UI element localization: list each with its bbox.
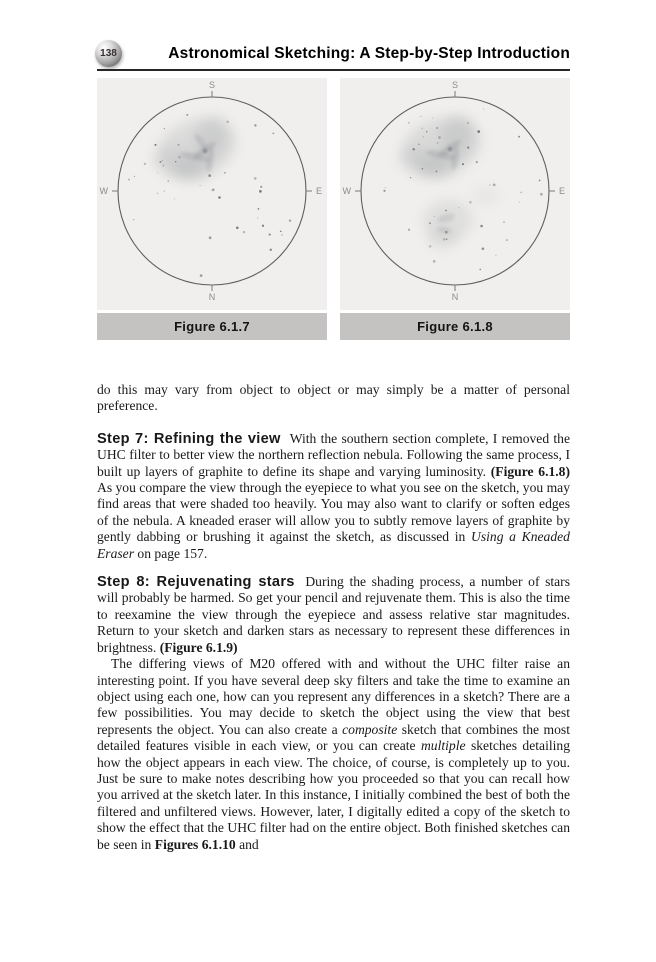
star-dot xyxy=(539,179,541,181)
star-dot xyxy=(226,120,229,123)
star-dot xyxy=(128,179,130,181)
compass-label-west: W xyxy=(342,186,351,196)
star-dot xyxy=(435,170,437,172)
compass-label-north: N xyxy=(208,292,216,302)
compass-label-west: W xyxy=(99,186,108,196)
star-dot xyxy=(422,128,423,129)
star-dot xyxy=(218,196,221,199)
m20-discussion-paragraph: The differing views of M20 offered with and without the UHC filter raise an interesting point. If you have several deep sky filters and take the time to examine an object using each one, how can you represent any differences in a sketch? There are a few possibilities. You may decide to sketch the object using the view that best represents the object. You can also create a composite sketch that combines the most detailed features visible in each view, or you can create multiple sketches detailing how the object appears in each view. The choice, of course, is completely up to you. Just be sure to make notes describing how you proceeded so that you can recall how you arrived at the sketch later. In this instance, I initially combined the best of both the filtered and unfiltered views. However, later, I digitally edited a copy of the sketch to show the effect that the UHC filter had on the entire object. Both finished sketches can be seen in Figures 6.1.10 and xyxy=(97,656,570,852)
figures-row xyxy=(97,78,570,340)
star-dot xyxy=(433,260,436,263)
star-dot xyxy=(208,174,211,177)
star-dot xyxy=(164,128,165,129)
star-dot xyxy=(423,136,424,137)
star-dot xyxy=(212,189,215,192)
header-rule xyxy=(97,69,570,71)
star-dot xyxy=(437,142,439,144)
star-dot xyxy=(520,192,522,194)
star-dot xyxy=(408,229,410,231)
star-dot xyxy=(144,163,146,165)
star-dot xyxy=(482,247,485,250)
star-dot xyxy=(429,245,432,248)
star-dot xyxy=(443,238,446,241)
star-dot xyxy=(467,122,469,124)
star-dot xyxy=(469,201,472,204)
star-dot xyxy=(200,274,203,277)
star-dot xyxy=(438,136,441,139)
step-7-paragraph: Step 7: Refining the view With the southern section complete, I removed the UHC filter to better view the northern reflection nebula. Following the same process, I built up layers of graphite to define its shape and varying luminosity. (Figure 6.1.8) As you compare the view through the eyepiece to what you see on the sketch, you may find areas that were shaded too heavily. You may also want to clarify or soften edges of the nebula. A kneaded eraser will allow you to subtly remove layers of graphite by gently dabbing or brushing it against the sketch, as discussed in Using a Kneaded Eraser on page 157. xyxy=(97,430,571,561)
compass-label-east: E xyxy=(559,186,566,196)
paragraph-continuation: do this may vary from object to object or may simply be a matter of personal preference. xyxy=(97,382,570,414)
star-dot xyxy=(174,198,175,199)
star-dot xyxy=(269,234,271,236)
star-dot xyxy=(518,136,520,138)
star-dot xyxy=(413,148,415,150)
star-dot xyxy=(385,187,386,188)
star-dot xyxy=(243,231,245,233)
star-dot xyxy=(157,193,158,194)
star-dot xyxy=(410,177,411,178)
star-dot xyxy=(186,114,188,116)
nebula-shading xyxy=(203,149,208,154)
star-dot xyxy=(408,122,409,123)
star-dot xyxy=(257,217,258,218)
body-text xyxy=(97,382,570,853)
sketch-panel xyxy=(340,78,570,310)
star-dot xyxy=(434,216,435,217)
compass-label-east: E xyxy=(316,186,323,196)
star-dot xyxy=(540,193,543,196)
star-dot xyxy=(260,186,262,188)
star-dot xyxy=(426,131,427,132)
star-dot xyxy=(262,225,264,227)
star-dot xyxy=(164,191,165,192)
star-dot xyxy=(159,161,161,163)
star-dot xyxy=(495,255,496,256)
star-dot xyxy=(418,144,420,146)
star-dot xyxy=(209,236,212,239)
m20-sketch-svg xyxy=(340,78,570,310)
star-dot xyxy=(257,208,259,210)
star-dot xyxy=(281,234,282,235)
star-dot xyxy=(420,116,421,117)
star-dot xyxy=(200,185,201,186)
star-dot xyxy=(162,164,164,166)
sketch-panel xyxy=(97,78,327,310)
star-dot xyxy=(458,207,459,208)
page-title: Astronomical Sketching: A Step-by-Step Introduction xyxy=(168,45,570,62)
star-dot xyxy=(489,184,490,185)
figure-caption: Figure 6.1.8 xyxy=(340,313,570,340)
page-number: 138 xyxy=(100,48,117,59)
figure-6-1-7 xyxy=(97,78,327,340)
star-dot xyxy=(429,222,431,224)
star-dot xyxy=(476,161,478,163)
star-dot xyxy=(175,161,176,162)
m20-sketch-svg xyxy=(97,78,327,310)
star-dot xyxy=(446,238,448,240)
star-dot xyxy=(162,160,163,161)
compass-label-south: S xyxy=(208,80,216,90)
star-dot xyxy=(462,163,464,165)
star-dot xyxy=(432,118,433,119)
star-dot xyxy=(280,230,282,232)
star-dot xyxy=(479,269,481,271)
star-dot xyxy=(259,190,262,193)
star-dot xyxy=(445,210,447,212)
star-dot xyxy=(168,180,169,181)
figure-caption: Figure 6.1.7 xyxy=(97,313,327,340)
star-dot xyxy=(503,221,504,222)
star-dot xyxy=(133,219,134,220)
star-dot xyxy=(157,172,158,173)
step-8-paragraph: Step 8: Rejuvenating stars During the shading process, a number of stars will probably be harmed. So get your pencil and rejuvenate them. This is also the time to reexamine the view through the eyepiece and assess relative star magnitudes. Return to your sketch and darken stars as necessary to represent these differences in brightness. (Figure 6.1.9) xyxy=(97,574,570,655)
star-dot xyxy=(177,144,179,146)
star-dot xyxy=(236,226,239,229)
star-dot xyxy=(483,108,484,109)
nebula-shading xyxy=(448,147,453,152)
compass-label-north: N xyxy=(451,292,459,302)
star-dot xyxy=(436,127,438,129)
star-dot xyxy=(467,146,469,148)
star-dot xyxy=(445,231,448,234)
star-dot xyxy=(383,190,385,192)
star-dot xyxy=(493,183,496,186)
star-dot xyxy=(224,172,226,174)
star-dot xyxy=(477,130,480,133)
figure-6-1-8 xyxy=(340,78,570,340)
star-dot xyxy=(155,144,157,146)
star-dot xyxy=(254,124,256,126)
star-dot xyxy=(422,168,424,170)
star-dot xyxy=(506,239,508,241)
star-dot xyxy=(480,225,483,228)
nebula-shading xyxy=(473,187,499,205)
star-dot xyxy=(272,133,274,135)
compass-label-south: S xyxy=(451,80,459,90)
star-dot xyxy=(270,249,272,251)
star-dot xyxy=(289,219,291,221)
star-dot xyxy=(178,156,181,159)
star-dot xyxy=(519,201,520,202)
star-dot xyxy=(254,177,257,180)
star-dot xyxy=(134,176,135,177)
